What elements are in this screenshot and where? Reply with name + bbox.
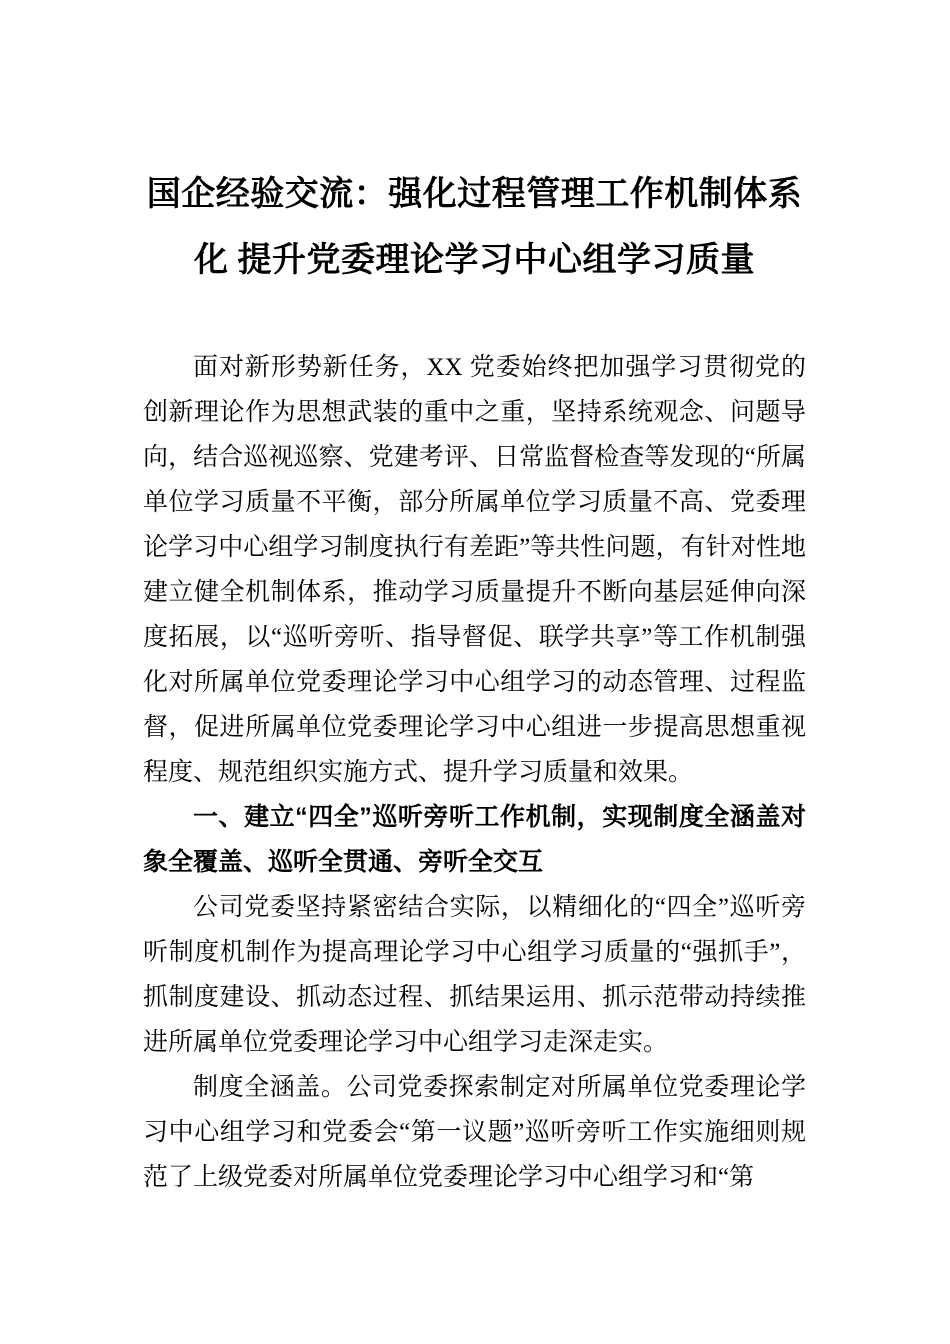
paragraph-section1-overview: 公司党委坚持紧密结合实际，以精细化的“四全”巡听旁听制度机制作为提高理论学习中心组学习质量的“强抓手”，抓制度建设、抓动态过程、抓结果运用、抓示范带动持续推进所属单位党委理论学习中心组学习走深走实。 xyxy=(143,894,806,1056)
paragraph-intro: 面对新形势新任务，XX 党委始终把加强学习贯彻党的创新理论作为思想武装的重中之重，坚持系统观念、问题导向，结合巡视巡察、党建考评、日常监督检查等发现的“所属单位学习质量不平衡，部分所属单位学习质量不高、党委理论学习中心组学习制度执行有差距”等共性问题，有针对性地建立健全机制体系，推动学习质量提升不断向基层延伸向深度拓展，以“巡听旁听、指导督促、联学共享”等工作机制强化对所属单位党委理论学习中心组学习的动态管理、过程监督，促进所属单位党委理论学习中心组进一步提高思想重视程度、规范组织实施方式、提升学习质量和效果。 xyxy=(143,354,806,786)
section-heading-1: 一、建立“四全”巡听旁听工作机制，实现制度全涵盖对象全覆盖、巡听全贯通、旁听全交互 xyxy=(143,803,806,876)
paragraph-system-coverage: 制度全涵盖。公司党委探索制定对所属单位党委理论学习中心组学习和党委会“第一议题”巡听旁听工作实施细则规范了上级党委对所属单位党委理论学习中心组学习和“第 xyxy=(143,1074,806,1191)
document-title: 国企经验交流：强化过程管理工作机制体系化 提升党委理论学习中心组学习质量 xyxy=(146,176,803,279)
